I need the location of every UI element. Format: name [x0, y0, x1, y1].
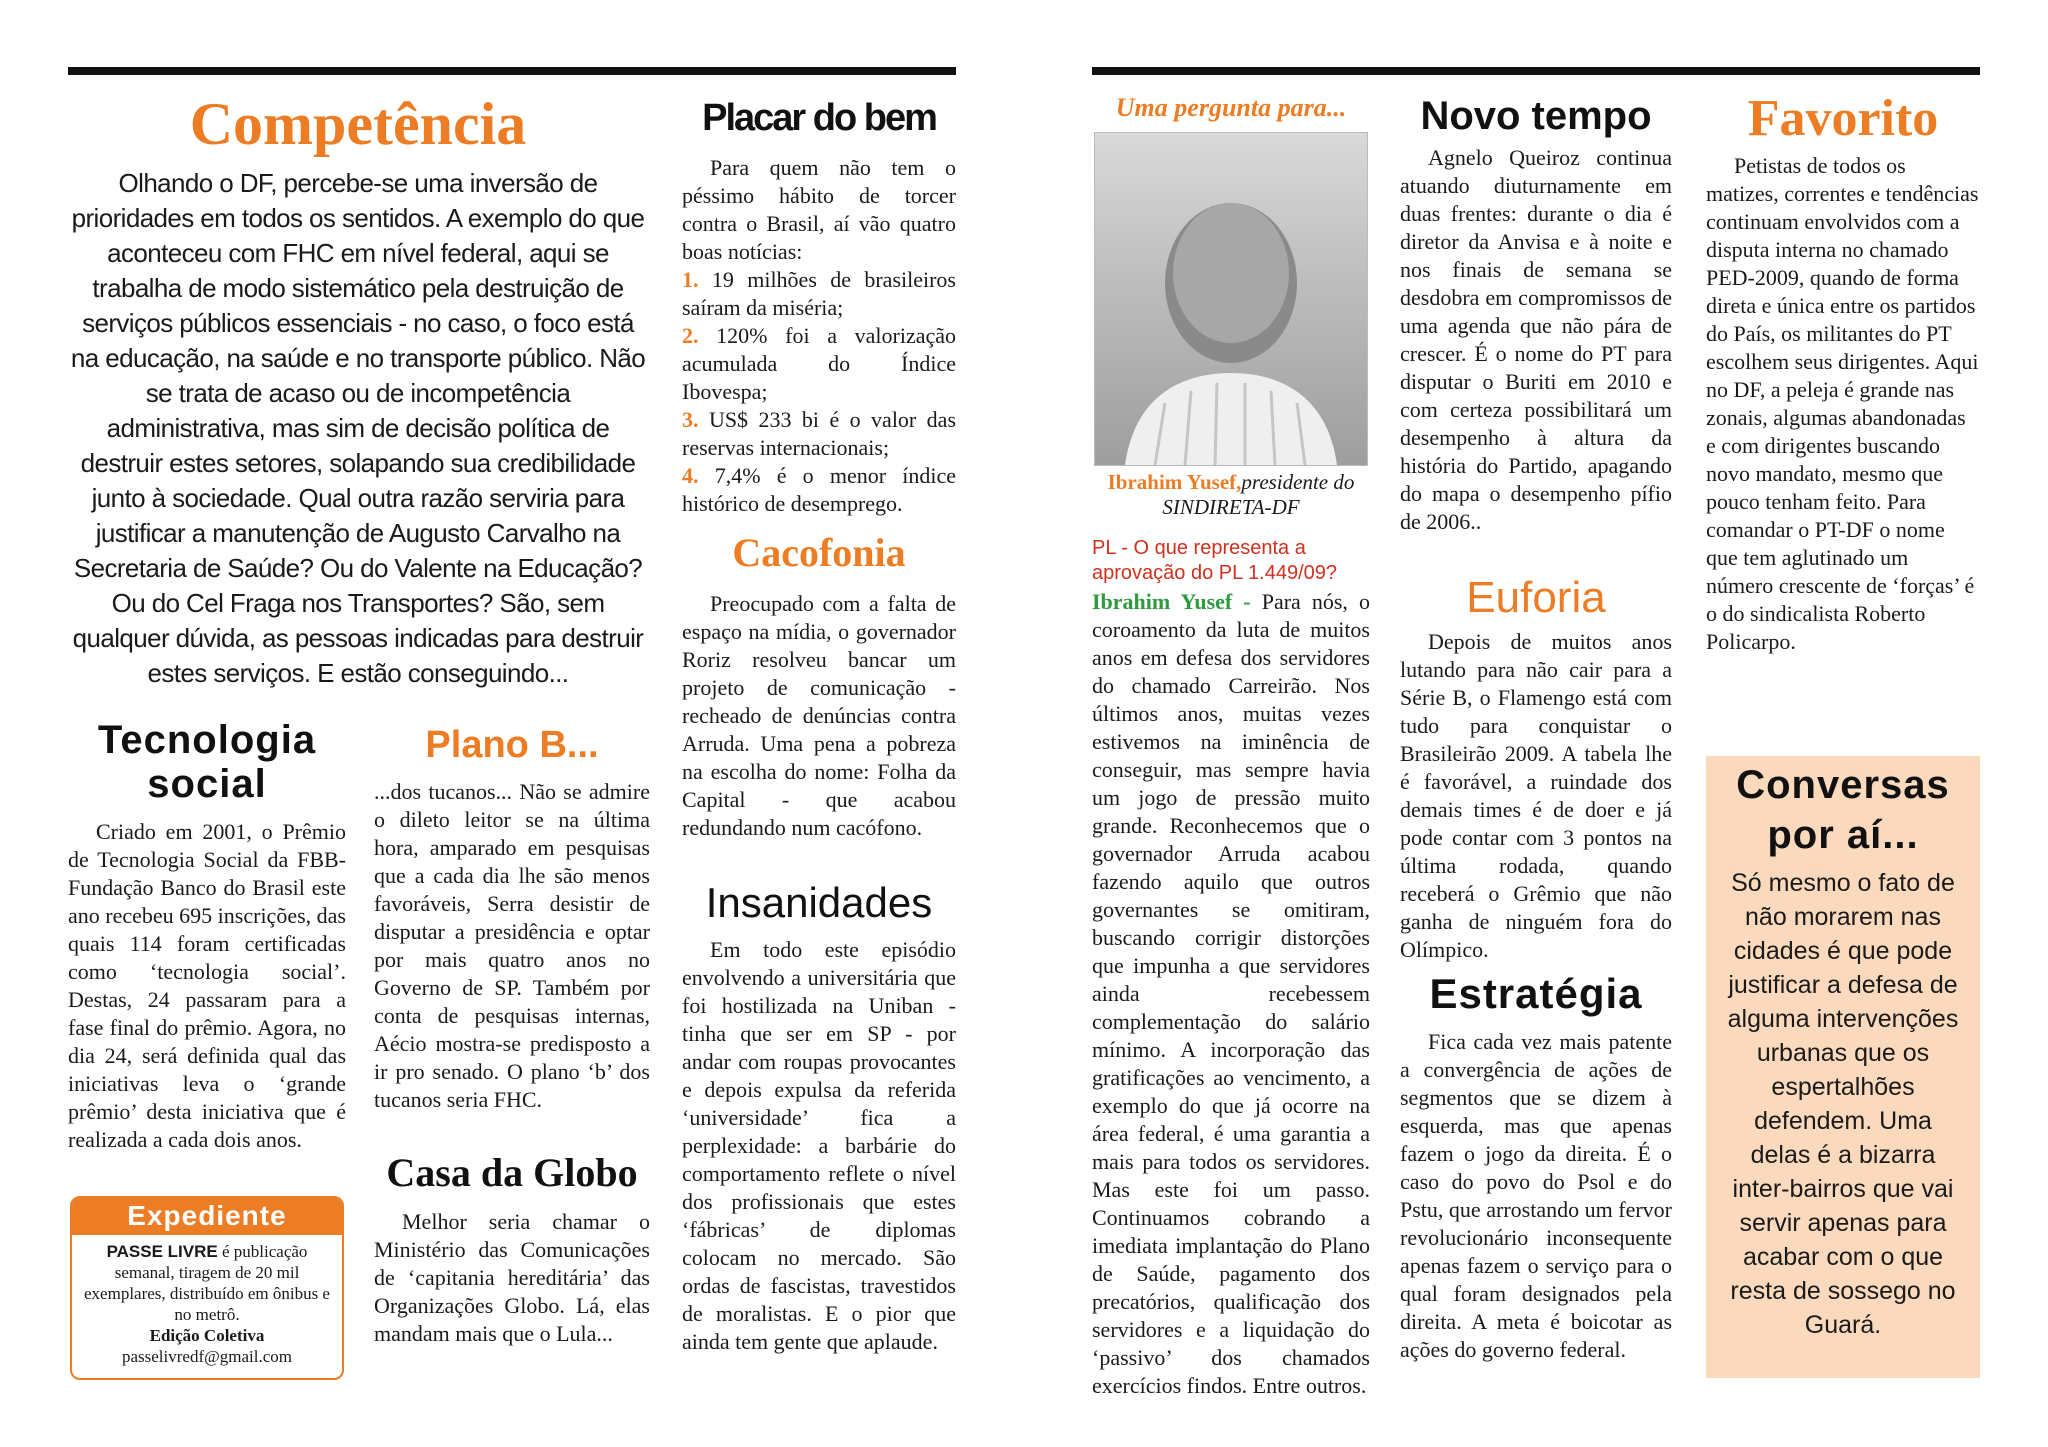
article-insanidades — [682, 878, 956, 1356]
placar-item-4-text: 7,4% é o menor índice histórico de desemprego. — [682, 463, 956, 516]
conversas-body: Só mesmo o fato de não morarem nas cidades é que pode justificar a defesa de alguma intervenções urbanas que os espertalhões defendem. Uma delas é a bizarra inter-bairros que vai servir apenas para acabar com o que resta de sossego no Guará. — [1727, 869, 1959, 1339]
article-placar-do-bem — [682, 92, 956, 518]
portrait-photo — [1094, 132, 1368, 466]
placar-item-2 — [682, 322, 956, 406]
expediente-edition: Edição Coletiva — [149, 1326, 265, 1345]
placar-item-1-num: 1. — [682, 267, 699, 292]
article-novo-tempo — [1400, 92, 1672, 536]
article-estrategia — [1400, 966, 1672, 1364]
article-uma-pergunta — [1092, 88, 1370, 1400]
plano-b-title: Plano B... — [425, 724, 599, 766]
tecnologia-title: Tecnologia social — [97, 718, 317, 806]
top-rule-left — [68, 67, 956, 75]
expediente-body — [72, 1235, 342, 1373]
favorito-body: Petistas de todos os matizes, correntes e tendências continuam envolvidos com a disputa interna no chamado PED-2009, quando de forma direta e única entre os partidos do País, os militantes do PT escolhem seus dirigentes. Aqui no DF, a peleja é grande nas zonais, algumas abandonadas e com dirigentes buscando novo mandato, mesmo que pouco tenham feito. Para comandar o PT-DF o nome que tem aglutinado um número crescente de ‘forças’ é o do sindicalista Roberto Policarpo. — [1706, 153, 1979, 654]
placar-item-4-num: 4. — [682, 463, 699, 488]
article-cacofonia — [682, 528, 956, 842]
euforia-title: Euforia — [1466, 573, 1606, 622]
conversas-title: Conversas por aí... — [1736, 763, 1950, 857]
pergunta-question: PL - O que representa a aprovação do PL 1.449/09? — [1092, 537, 1338, 584]
placar-item-4 — [682, 462, 956, 518]
expediente-email: passelivredf@gmail.com — [121, 1347, 293, 1366]
article-favorito — [1706, 88, 1980, 656]
expediente-box — [70, 1196, 344, 1380]
estrategia-body: Fica cada vez mais patente a convergência de ações de segmentos que se dizem à esquerda, mas que apenas fazem o jogo da direita. É o caso do povo do Psol e do Pstu, que arrostando um fervor revolucionário inconsequente apenas fazem o serviço para o qual foram designados pela direita. A meta é boicotar as ações do governo federal. — [1400, 1029, 1672, 1362]
favorito-title: Favorito — [1747, 90, 1939, 147]
insanidades-title: Insanidades — [705, 879, 933, 926]
top-rule-right — [1092, 67, 1980, 75]
answer-name: Ibrahim Yusef - — [1092, 589, 1251, 614]
expediente-title: Expediente — [72, 1198, 342, 1235]
expediente-name: PASSE LIVRE — [106, 1242, 218, 1261]
insanidades-body: Em todo este episódio envolvendo a universitária que foi hostilizada na Uniban - tinha que ser em SP - por andar com roupas provocantes e depois expulsa da referida ‘universidade’ fica a perplexidade: a barbárie do comportamento reflete o nível dos profissionais que estes ‘fábricas’ de diplomas colocam no mercado. São ordas de fascistas, travestidos de moralistas. E o pior que ainda tem gente que aplaude. — [682, 937, 956, 1354]
placar-item-2-num: 2. — [682, 323, 699, 348]
expediente-text: é publicação semanal, tiragem de 20 mil exemplares, distribuído em ônibus e no metrô. — [84, 1242, 330, 1324]
tecnologia-body: Criado em 2001, o Prêmio de Tecnologia Social da FBB-Fundação Banco do Brasil este ano recebeu 695 inscrições, das quais 114 foram certificadas como ‘tecnologia social’. Destas, 24 passaram para a fase final do prêmio. Agora, no dia 24, será definida qual das iniciativas leva o ‘grande prêmio’ desta iniciativa que é realizada a cada dois anos. — [68, 819, 346, 1152]
portrait-icon — [1095, 133, 1367, 465]
competencia-body: Olhando o DF, percebe-se uma inversão de prioridades em todos os sentidos. A exemplo do que aconteceu com FHC em nível federal, aqui se trabalha de modo sistemático pela destruição de serviços públicos essenciais - no caso, o foco está na educação, na saúde e no transporte público. Não se trata de acaso ou de incompetência administrativa, mas sim de decisão política de destruir estes setores, solapando sua credibilidade junto à sociedade. Qual outra razão serviria para justificar a manutenção de Augusto Carvalho na Secretaria de Saúde? Ou do Valente na Educação? Ou do Cel Fraga nos Transportes? São, sem qualquer dúvida, as pessoas indicadas para destruir estes serviços. E estão conseguindo... — [70, 168, 646, 688]
plano-b-body: ...dos tucanos... Não se admire o dileto leitor se na última hora, amparado em pesquisas que a cada dia lhe são menos favoráveis, Serra desistir de disputar a presidência e optar por mais quatro anos no Governo de SP. Também por conta de pesquisas internas, Aécio mostra-se predisposto a ir pro senado. O plano ‘b’ dos tucanos seria FHC. — [374, 779, 650, 1112]
competencia-title: Competência — [189, 91, 527, 157]
casa-globo-body: Melhor seria chamar o Ministério das Comunicações de ‘capitania hereditária’ das Organizações Globo. Lá, elas mandam mais que o Lula... — [374, 1209, 650, 1346]
article-competencia — [68, 88, 648, 691]
cacofonia-title: Cacofonia — [732, 530, 906, 575]
estrategia-title: Estratégia — [1429, 970, 1643, 1017]
caption-role: presidente do SINDIRETA-DF — [1162, 470, 1355, 519]
placar-title: Placar do bem — [702, 97, 936, 139]
article-plano-b — [374, 722, 650, 1114]
caption-name: Ibrahim Yusef, — [1107, 470, 1242, 494]
placar-item-3-text: US$ 233 bi é o valor das reservas internacionais; — [682, 407, 957, 460]
casa-globo-title: Casa da Globo — [386, 1150, 638, 1195]
portrait-caption — [1092, 470, 1370, 520]
article-euforia — [1400, 572, 1672, 964]
article-casa-da-globo — [374, 1148, 650, 1348]
placar-intro: Para quem não tem o péssimo hábito de torcer contra o Brasil, aí vão quatro boas notícias: — [682, 155, 956, 264]
novo-tempo-title: Novo tempo — [1420, 94, 1652, 138]
placar-item-3 — [682, 406, 956, 462]
euforia-body: Depois de muitos anos lutando para não cair para a Série B, o Flamengo está com tudo para conquistar o Brasileirão 2009. A tabela lhe é favorável, a ruindade dos demais times é de doer e já pode contar com 3 pontos na última rodada, quando receberá o Grêmio que não ganha de ninguém fora do Olímpico. — [1400, 629, 1672, 962]
novo-tempo-body: Agnelo Queiroz continua atuando diuturnamente em duas frentes: durante o dia é diretor da Anvisa e à noite e nos finais de semana se desdobra em compromissos de uma agenda que não pára de crescer. É o nome do PT para disputar o Buriti em 2010 e com certeza possibilitará um desempenho à altura da história do Partido, apagando do mapa o desempenho pífio de 2006.. — [1400, 145, 1672, 534]
answer-body: Para nós, o coroamento da luta de muitos anos em defesa dos servidores do chamado Carreirão. Nos últimos anos, muitas vezes estivemos na iminência de conseguir, mas sempre havia um jogo de pressão muito grande. Reconhecemos que o governador Arruda acabou fazendo aquilo que outros governantes se omitiram, buscando corrigir distorções que impunha a que servidores ainda recebessem complementação do salário mínimo. A incorporação das gratificações ao vencimento, a exemplo do que já ocorre na área federal, é uma garantia a mais para todos os servidores. Mas este foi um passo. Continuamos cobrando a imediata implantação do Plano de Saúde, pagamento dos precatórios, qualificação dos servidores e a liquidação do ‘passivo’ dos chamados exercícios findos. Entre outros. — [1092, 589, 1371, 1398]
placar-item-3-num: 3. — [682, 407, 699, 432]
placar-item-1-text: 19 milhões de brasileiros saíram da miséria; — [682, 267, 956, 320]
pergunta-answer — [1092, 588, 1370, 1400]
pergunta-kicker: Uma pergunta para... — [1115, 93, 1347, 122]
article-tecnologia-social — [68, 718, 346, 1154]
placar-item-1 — [682, 266, 956, 322]
placar-item-2-text: 120% foi a valorização acumulada do Índice Ibovespa; — [682, 323, 957, 404]
conversas-box — [1706, 756, 1980, 1378]
cacofonia-body: Preocupado com a falta de espaço na mídia, o governador Roriz resolveu bancar um projeto de comunicação - recheado de denúncias contra Arruda. Uma pena a pobreza na escolha do nome: Folha da Capital - que acabou redundando num cacófono. — [682, 591, 956, 840]
